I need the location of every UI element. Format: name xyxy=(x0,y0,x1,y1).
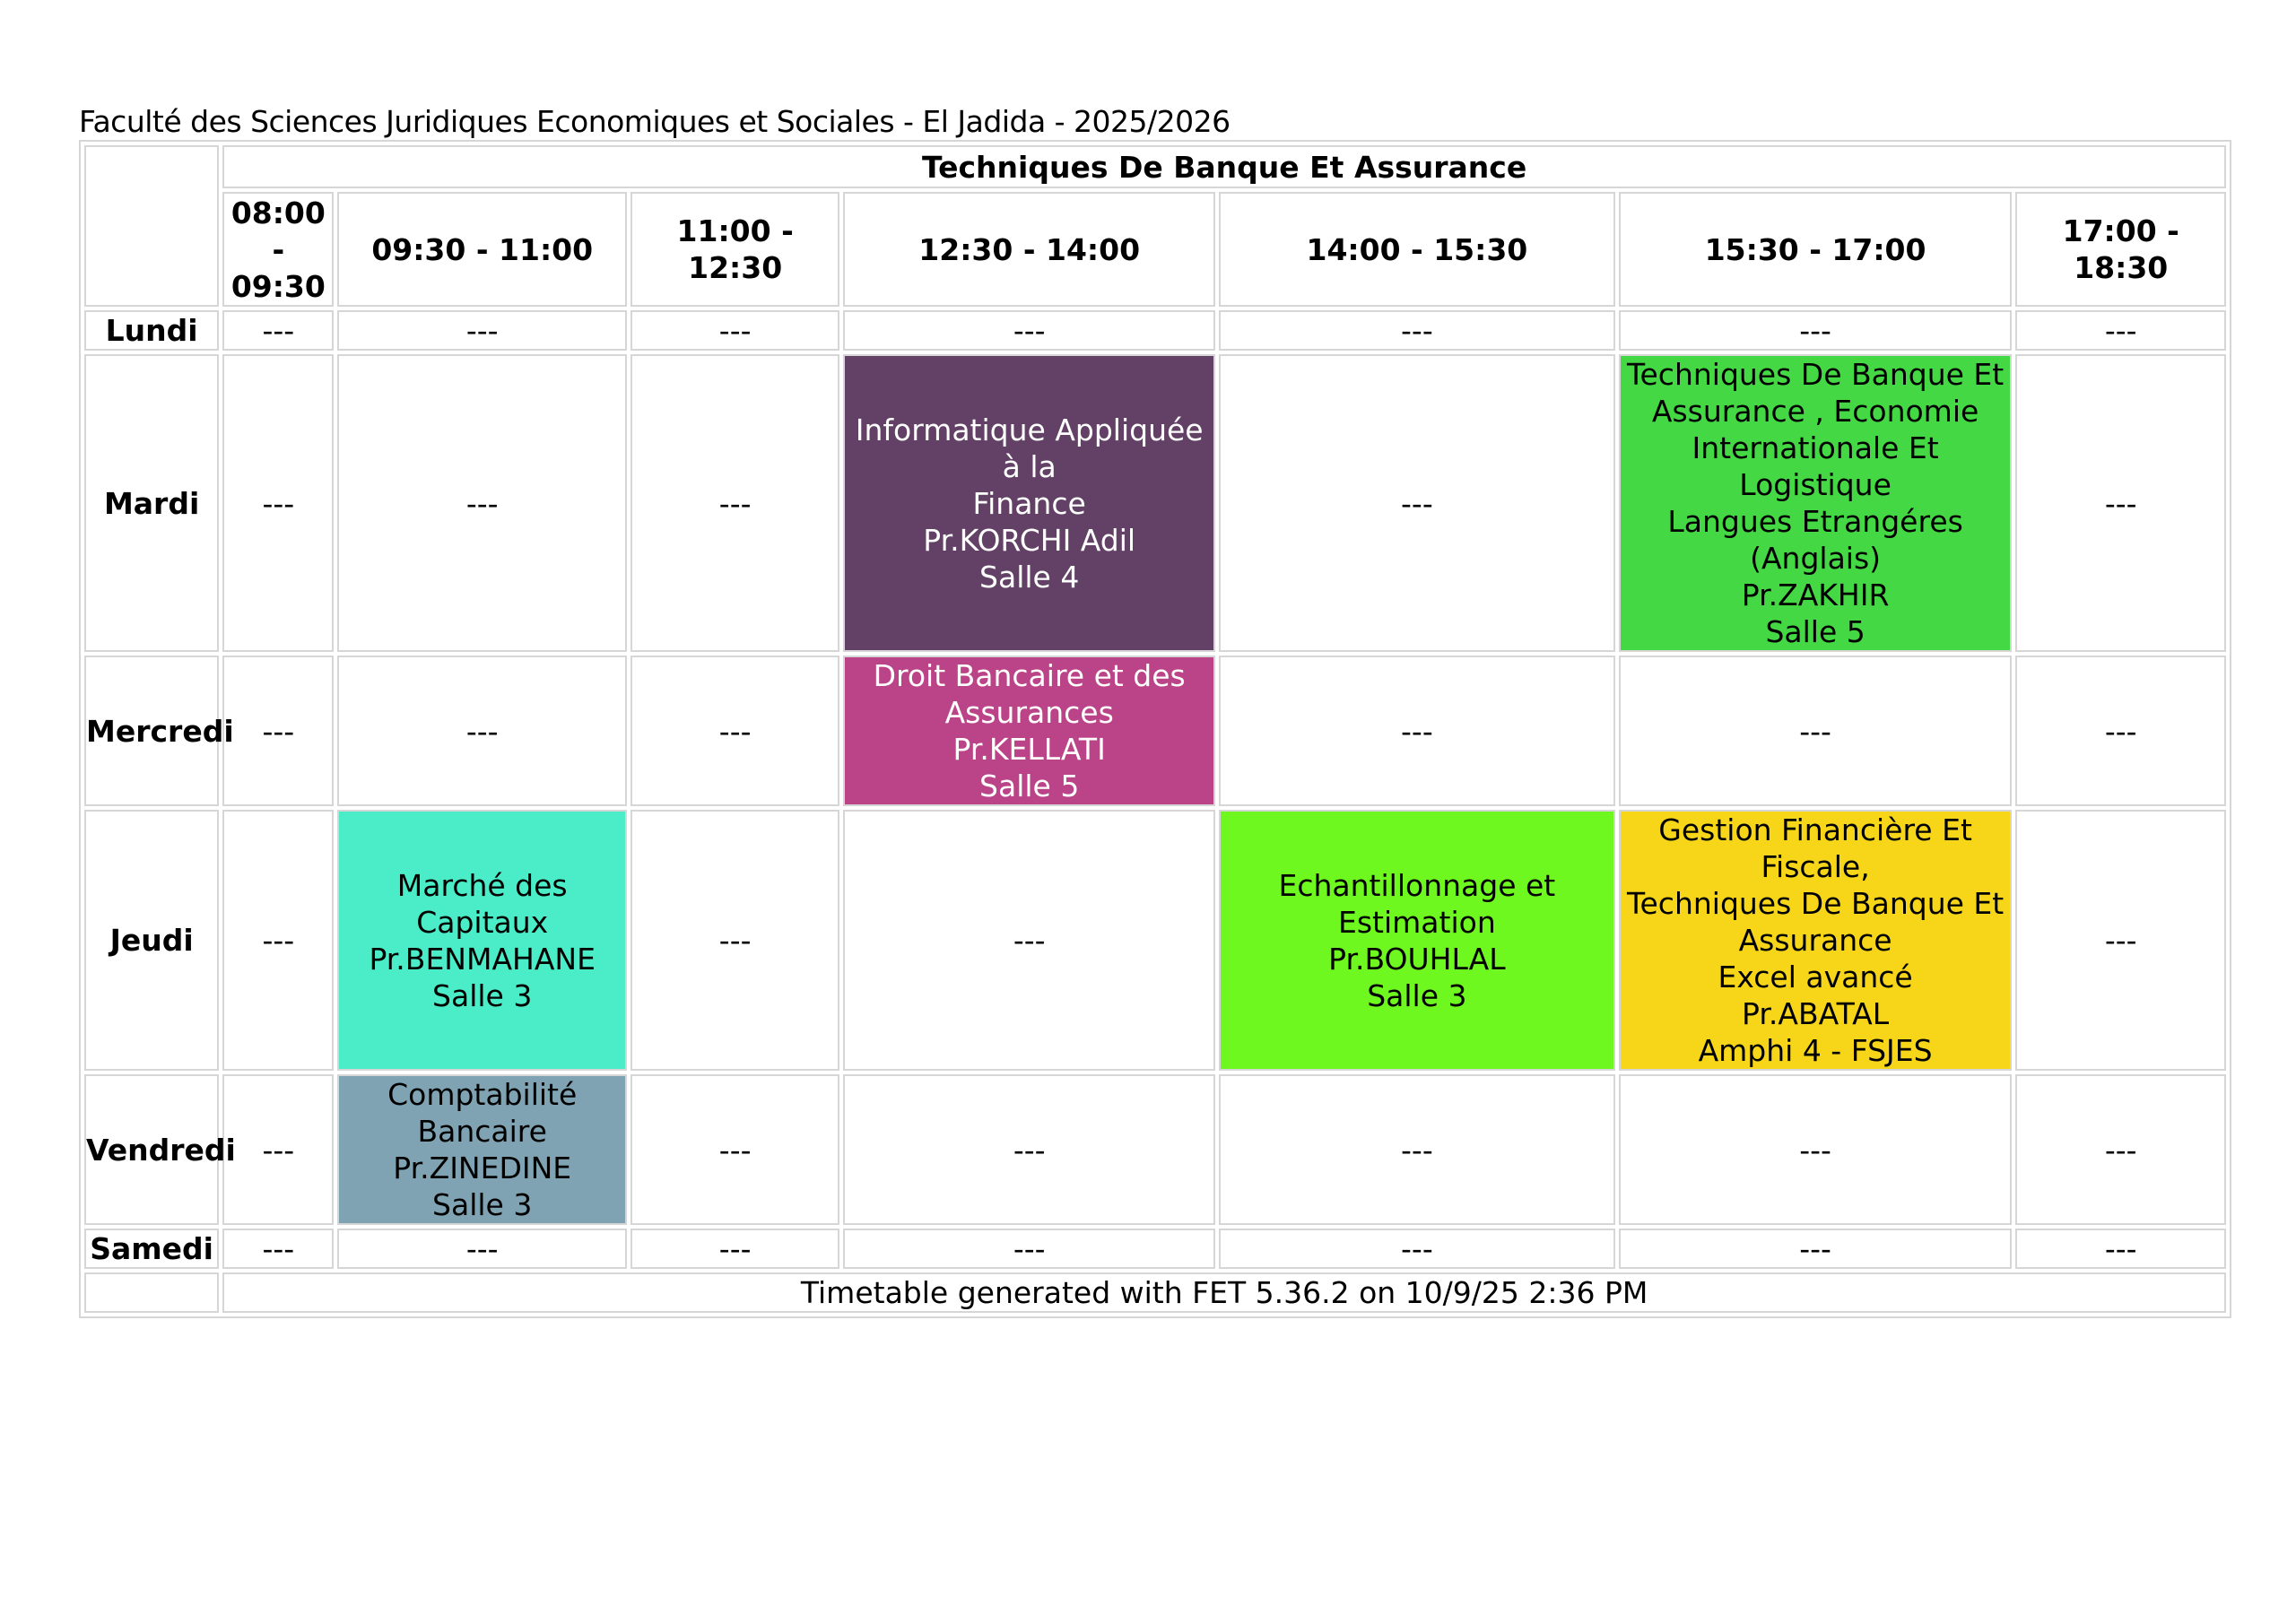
empty-slot: --- xyxy=(222,1229,334,1269)
day-label: Vendredi xyxy=(84,1074,219,1225)
empty-slot: --- xyxy=(631,1229,839,1269)
day-label: Mardi xyxy=(84,354,219,652)
course-line: Assurance , Economie xyxy=(1651,394,1979,429)
empty-slot: --- xyxy=(1619,1229,2013,1269)
empty-slot: --- xyxy=(1619,656,2013,806)
course-slot xyxy=(843,354,1215,652)
course-line: Comptabilité Bancaire xyxy=(387,1077,578,1149)
empty-slot: --- xyxy=(631,810,839,1071)
empty-slot: --- xyxy=(2015,310,2226,351)
time-slot-header: 17:00 - 18:30 xyxy=(2015,192,2226,307)
course-slot xyxy=(1619,810,2013,1071)
empty-slot: --- xyxy=(1619,310,2013,351)
empty-slot: --- xyxy=(2015,354,2226,652)
empty-slot: --- xyxy=(843,1229,1215,1269)
course-slot xyxy=(1619,354,2013,652)
empty-slot: --- xyxy=(222,354,334,652)
group-title: Techniques De Banque Et Assurance xyxy=(222,145,2226,188)
course-line: Droit Bancaire et des xyxy=(873,658,1186,693)
day-row-mercredi xyxy=(84,656,2226,806)
day-row-samedi xyxy=(84,1229,2226,1269)
empty-slot: --- xyxy=(2015,1074,2226,1225)
course-slot xyxy=(1219,810,1615,1071)
empty-slot: --- xyxy=(1219,656,1615,806)
faculty-header: Faculté des Sciences Juridiques Economiques et Sociales - El Jadida - 2025/2026 xyxy=(79,104,1231,139)
empty-slot: --- xyxy=(337,656,627,806)
empty-slot: --- xyxy=(222,310,334,351)
day-row-lundi xyxy=(84,310,2226,351)
time-slot-header: 11:00 - 12:30 xyxy=(631,192,839,307)
course-line: Salle 4 xyxy=(979,559,1080,595)
empty-slot: --- xyxy=(222,810,334,1071)
course-line: Gestion Financière Et Fiscale, xyxy=(1658,812,1972,884)
course-line: Informatique Appliquée à la xyxy=(855,412,1204,484)
empty-slot: --- xyxy=(337,354,627,652)
course-line: Assurances xyxy=(944,695,1114,730)
empty-slot: --- xyxy=(337,1229,627,1269)
empty-slot: --- xyxy=(1219,310,1615,351)
course-line: Pr.KORCHI Adil xyxy=(923,522,1136,558)
empty-slot: --- xyxy=(2015,1229,2226,1269)
course-line: Amphi 4 - FSJES xyxy=(1698,1033,1933,1068)
course-line: Langues Etrangéres (Anglais) xyxy=(1667,504,1963,576)
time-slot-header xyxy=(222,192,334,307)
time-header-row xyxy=(84,192,2226,307)
course-line: Salle 5 xyxy=(1765,614,1866,649)
course-line: Techniques De Banque Et xyxy=(1626,886,2005,921)
empty-slot: --- xyxy=(222,1074,334,1225)
course-line: Pr.ABATAL xyxy=(1742,996,1890,1031)
time-slot-part: - xyxy=(272,231,285,267)
time-slot-header: 14:00 - 15:30 xyxy=(1219,192,1615,307)
empty-slot: --- xyxy=(1619,1074,2013,1225)
empty-slot: --- xyxy=(631,1074,839,1225)
day-label: Lundi xyxy=(84,310,219,351)
empty-slot: --- xyxy=(2015,656,2226,806)
day-row-mardi xyxy=(84,354,2226,652)
day-row-jeudi xyxy=(84,810,2226,1071)
empty-slot: --- xyxy=(1219,1229,1615,1269)
empty-slot: --- xyxy=(1219,354,1615,652)
course-line: Salle 3 xyxy=(1367,977,1467,1013)
course-line: Marché des Capitaux xyxy=(396,867,568,940)
course-slot xyxy=(843,656,1215,806)
course-line: Pr.BENMAHANE xyxy=(369,941,596,977)
timetable xyxy=(79,140,2231,1318)
empty-slot: --- xyxy=(843,310,1215,351)
footer-corner xyxy=(84,1272,219,1313)
empty-slot: --- xyxy=(843,810,1215,1071)
time-slot-header: 09:30 - 11:00 xyxy=(337,192,627,307)
empty-slot: --- xyxy=(337,310,627,351)
course-line: Echantillonnage et Estimation xyxy=(1278,867,1556,940)
course-line: Pr.BOUHLAL xyxy=(1328,941,1506,977)
footer-row xyxy=(84,1272,2226,1313)
course-line: Finance xyxy=(972,485,1086,521)
course-line: Techniques De Banque Et xyxy=(1626,357,2005,392)
generated-note: Timetable generated with FET 5.36.2 on 10/9/25 2:36 PM xyxy=(222,1272,2226,1313)
empty-slot: --- xyxy=(843,1074,1215,1225)
course-slot xyxy=(337,1074,627,1225)
course-line: Pr.ZINEDINE xyxy=(393,1151,572,1185)
empty-slot: --- xyxy=(1219,1074,1615,1225)
course-line: Pr.KELLATI xyxy=(952,732,1106,767)
time-slot-part: 08:00 xyxy=(230,195,326,230)
day-label: Mercredi xyxy=(84,656,219,806)
time-slot-header: 15:30 - 17:00 xyxy=(1619,192,2013,307)
time-slot-header: 12:30 - 14:00 xyxy=(843,192,1215,307)
empty-slot: --- xyxy=(631,656,839,806)
course-line: Salle 3 xyxy=(432,1187,533,1222)
empty-slot: --- xyxy=(631,354,839,652)
day-label: Samedi xyxy=(84,1229,219,1269)
day-label: Jeudi xyxy=(84,810,219,1071)
empty-slot: --- xyxy=(222,656,334,806)
course-line: Salle 5 xyxy=(979,769,1080,803)
course-line: Pr.ZAKHIR xyxy=(1741,578,1890,612)
course-slot xyxy=(337,810,627,1071)
course-line: Excel avancé xyxy=(1718,960,1913,994)
time-slot-part: 09:30 xyxy=(230,268,326,304)
course-line: Internationale Et Logistique xyxy=(1692,430,1939,502)
empty-slot: --- xyxy=(2015,810,2226,1071)
corner-cell xyxy=(84,145,219,307)
course-line: Salle 3 xyxy=(432,977,533,1013)
title-row xyxy=(84,145,2226,188)
empty-slot: --- xyxy=(631,310,839,351)
course-line: Assurance xyxy=(1738,923,1892,958)
day-row-vendredi xyxy=(84,1074,2226,1225)
